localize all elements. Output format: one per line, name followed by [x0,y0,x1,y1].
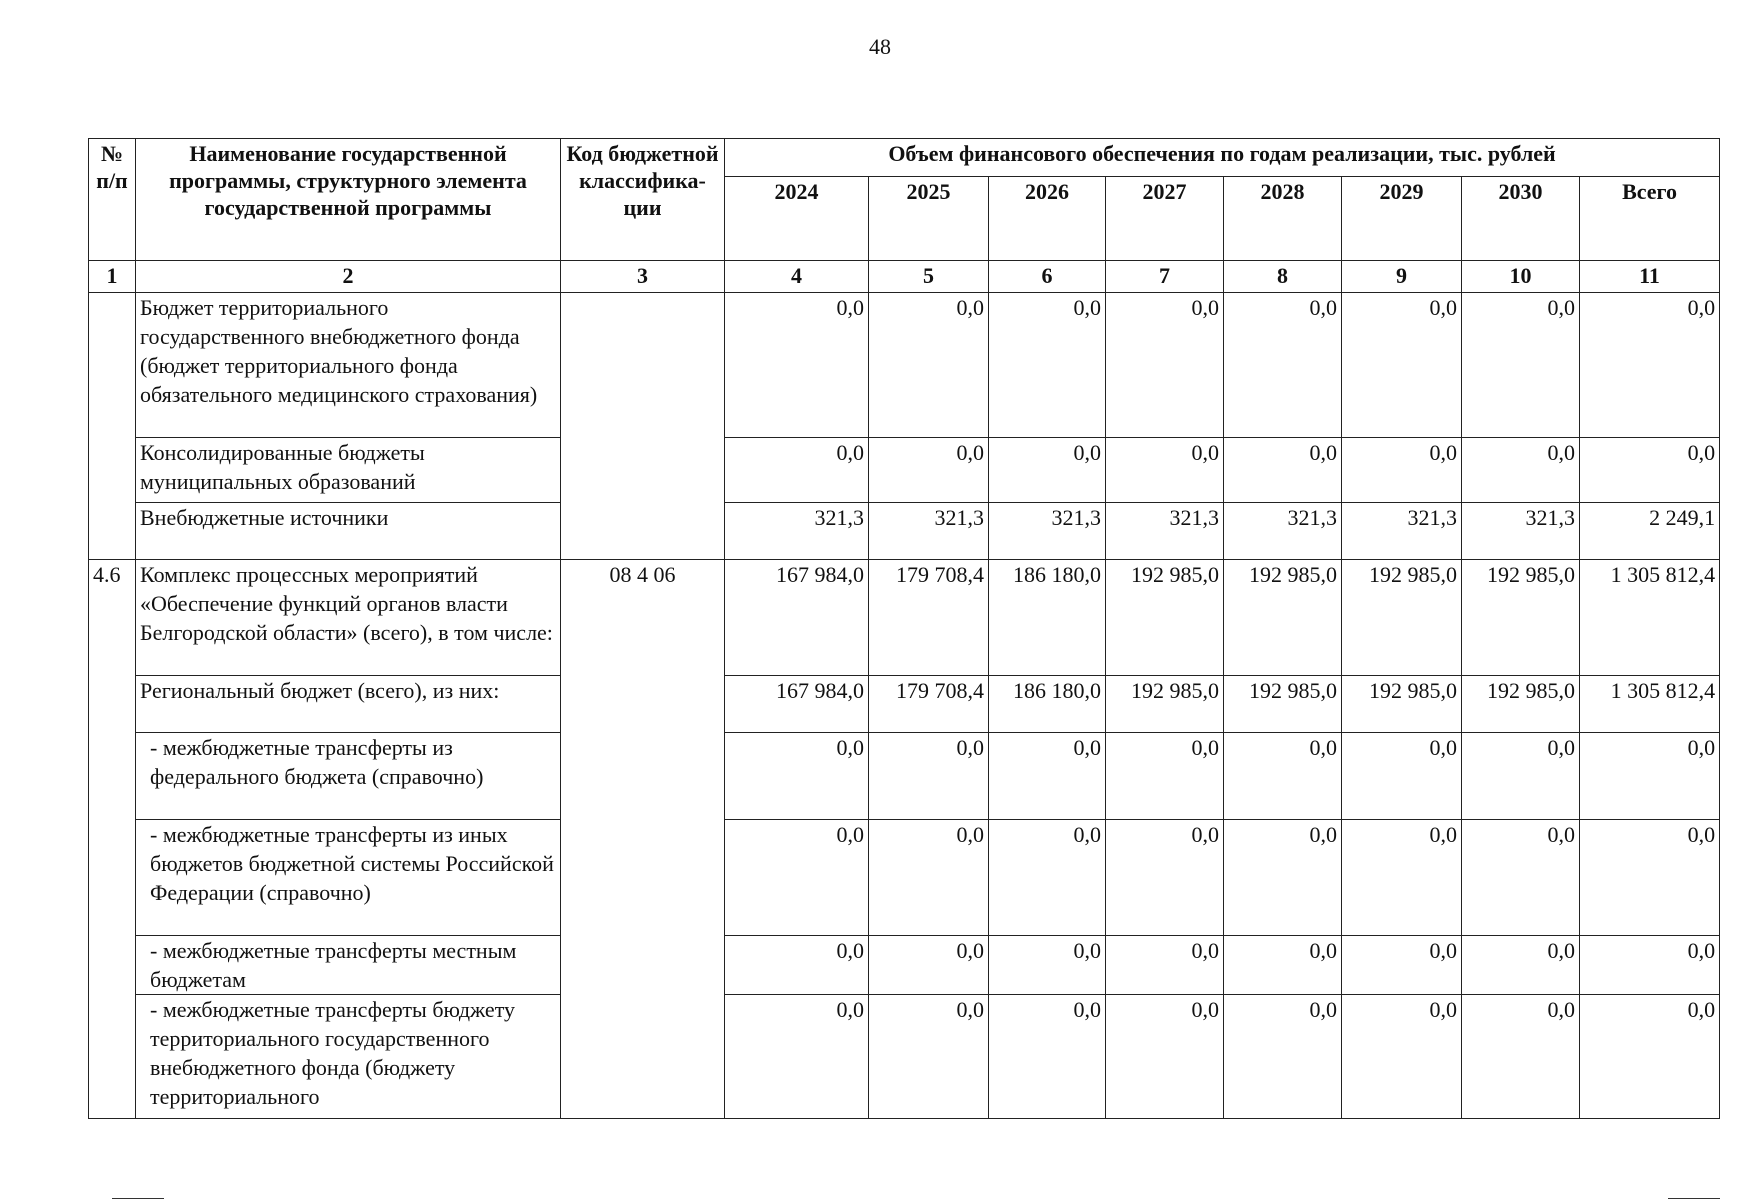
total-value-cell: 0,0 [1580,733,1720,820]
total-value-cell: 0,0 [1580,293,1720,438]
header-program-name: Наименование государственной программы, структурного элемента государственной программы [136,139,561,261]
year-value-cell: 321,3 [1342,503,1462,560]
row-label: Региональный бюджет (всего), из них: [136,676,561,733]
year-value-cell: 179 708,4 [869,560,989,676]
year-value-cell: 0,0 [725,936,869,995]
year-value-cell: 192 985,0 [1224,560,1342,676]
header-year-2030: 2030 [1462,177,1580,261]
year-value-cell: 0,0 [1342,995,1462,1119]
header-row-number: № п/п [89,139,136,261]
year-value-cell: 0,0 [869,438,989,503]
year-value-cell: 0,0 [1462,936,1580,995]
year-value-cell: 0,0 [1342,820,1462,936]
total-value-cell: 1 305 812,4 [1580,560,1720,676]
row-label: Бюджет территориального государственного внебюджетного фонда (бюджет территориального фонда обязательного медицинского страхования) [136,293,561,438]
row-label: Консолидированные бюджеты муниципальных образований [136,438,561,503]
row-label: Комплекс процессных мероприятий «Обеспечение функций органов власти Белгородской области» (всего), в том числе: [136,560,561,676]
year-value-cell: 192 985,0 [1462,676,1580,733]
funding-table [88,138,1720,1119]
year-value-cell: 0,0 [1224,438,1342,503]
total-value-cell: 2 249,1 [1580,503,1720,560]
row-label: Внебюджетные источники [136,503,561,560]
year-value-cell: 0,0 [989,293,1106,438]
column-number: 8 [1224,261,1342,293]
year-value-cell: 0,0 [725,293,869,438]
year-value-cell: 0,0 [1106,293,1224,438]
year-value-cell: 321,3 [869,503,989,560]
total-value-cell: 0,0 [1580,995,1720,1119]
header-year-2024: 2024 [725,177,869,261]
column-number-row [89,261,1720,293]
table-row [89,733,1720,820]
year-value-cell: 0,0 [1224,293,1342,438]
column-number: 6 [989,261,1106,293]
total-value-cell: 0,0 [1580,820,1720,936]
row-index: 4.6 [89,560,136,1119]
year-value-cell: 167 984,0 [725,676,869,733]
year-value-cell: 321,3 [989,503,1106,560]
year-value-cell: 192 985,0 [1106,676,1224,733]
year-value-cell: 0,0 [1106,995,1224,1119]
header-year-2025: 2025 [869,177,989,261]
year-value-cell: 0,0 [1462,995,1580,1119]
total-value-cell: 1 305 812,4 [1580,676,1720,733]
year-value-cell: 192 985,0 [1342,676,1462,733]
table-row [89,995,1720,1119]
year-value-cell: 0,0 [1224,820,1342,936]
header-year-2027: 2027 [1106,177,1224,261]
budget-code-cell: 08 4 06 [561,560,725,1119]
table-row [89,503,1720,560]
header-year-2028: 2028 [1224,177,1342,261]
year-value-cell: 0,0 [1462,820,1580,936]
year-value-cell: 321,3 [1224,503,1342,560]
year-value-cell: 0,0 [1224,936,1342,995]
total-value-cell: 0,0 [1580,936,1720,995]
year-value-cell: 0,0 [1106,733,1224,820]
column-number: 5 [869,261,989,293]
year-value-cell: 0,0 [725,733,869,820]
table-row [89,293,1720,438]
year-value-cell: 0,0 [1342,733,1462,820]
row-label: - межбюджетные трансферты бюджету территориального государственного внебюджетного фонда (бюджету территориального [136,995,561,1119]
table-row [89,676,1720,733]
year-value-cell: 0,0 [989,936,1106,995]
table-row [89,560,1720,676]
column-number: 10 [1462,261,1580,293]
page-number: 48 [869,34,891,59]
year-value-cell: 0,0 [1462,293,1580,438]
column-number: 4 [725,261,869,293]
column-number: 9 [1342,261,1462,293]
header-funding-volume: Объем финансового обеспечения по годам реализации, тыс. рублей [725,139,1720,177]
year-value-cell: 192 985,0 [1106,560,1224,676]
table-row [89,936,1720,995]
year-value-cell: 192 985,0 [1462,560,1580,676]
column-number: 1 [89,261,136,293]
header-budget-code: Код бюджетной классифика-ции [561,139,725,261]
column-number: 7 [1106,261,1224,293]
year-value-cell: 0,0 [1106,438,1224,503]
column-number: 11 [1580,261,1720,293]
year-value-cell: 0,0 [989,733,1106,820]
header-total: Всего [1580,177,1720,261]
row-label: - межбюджетные трансферты местным бюджетам [136,936,561,995]
year-value-cell: 0,0 [1224,733,1342,820]
table-row [89,820,1720,936]
year-value-cell: 0,0 [725,995,869,1119]
budget-code-cell [561,293,725,560]
table-row [89,438,1720,503]
year-value-cell: 321,3 [725,503,869,560]
year-value-cell: 0,0 [869,995,989,1119]
header-year-2026: 2026 [989,177,1106,261]
year-value-cell: 0,0 [1342,293,1462,438]
year-value-cell: 0,0 [1462,733,1580,820]
year-value-cell: 179 708,4 [869,676,989,733]
total-value-cell: 0,0 [1580,438,1720,503]
year-value-cell: 0,0 [989,820,1106,936]
year-value-cell: 0,0 [1106,936,1224,995]
column-number: 2 [136,261,561,293]
column-number: 3 [561,261,725,293]
year-value-cell: 0,0 [869,820,989,936]
row-label: - межбюджетные трансферты из иных бюджетов бюджетной системы Российской Федерации (справочно) [136,820,561,936]
scan-edge-line [1668,1198,1720,1199]
year-value-cell: 0,0 [869,936,989,995]
year-value-cell: 0,0 [1224,995,1342,1119]
header-year-2029: 2029 [1342,177,1462,261]
year-value-cell: 0,0 [725,820,869,936]
year-value-cell: 0,0 [869,733,989,820]
scan-edge-line [112,1198,164,1199]
year-value-cell: 167 984,0 [725,560,869,676]
year-value-cell: 321,3 [1106,503,1224,560]
year-value-cell: 321,3 [1462,503,1580,560]
year-value-cell: 0,0 [989,438,1106,503]
year-value-cell: 192 985,0 [1224,676,1342,733]
year-value-cell: 0,0 [725,438,869,503]
year-value-cell: 0,0 [869,293,989,438]
year-value-cell: 0,0 [1106,820,1224,936]
year-value-cell: 186 180,0 [989,676,1106,733]
year-value-cell: 0,0 [989,995,1106,1119]
row-label: - межбюджетные трансферты из федерального бюджета (справочно) [136,733,561,820]
year-value-cell: 0,0 [1462,438,1580,503]
year-value-cell: 192 985,0 [1342,560,1462,676]
row-index [89,293,136,560]
year-value-cell: 0,0 [1342,438,1462,503]
year-value-cell: 0,0 [1342,936,1462,995]
year-value-cell: 186 180,0 [989,560,1106,676]
